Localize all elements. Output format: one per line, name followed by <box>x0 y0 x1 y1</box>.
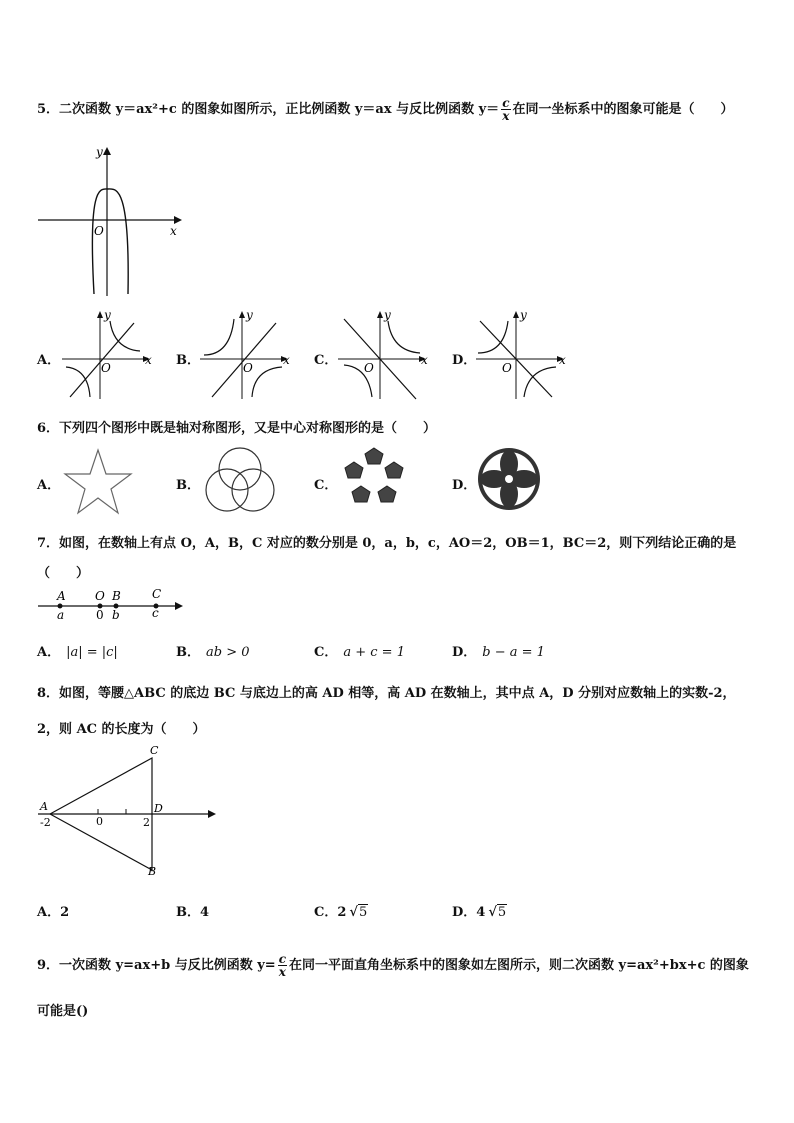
q7-stem: 7．如图，在数轴上有点 O，A，B，C 对应的数分别是 0，a，b，c，AO＝2，OB＝1，BC＝2，则下列结论正确的是 <box>37 536 737 551</box>
svg-text:B: B <box>148 865 157 878</box>
q7-option-b[interactable]: B． ab > 0 <box>176 645 250 660</box>
q7-option-c[interactable]: C． a + c = 1 <box>314 645 405 660</box>
svg-text:C: C <box>152 587 162 601</box>
svg-text:O: O <box>101 361 111 375</box>
svg-text:x: x <box>559 353 566 367</box>
svg-text:c: c <box>152 606 159 620</box>
svg-text:2: 2 <box>143 816 150 829</box>
q6-stem: 6．下列四个图形中既是轴对称图形，又是中心对称图形的是（ ） <box>37 421 437 436</box>
svg-text:O: O <box>364 361 374 375</box>
q6-three-circles-figure <box>200 444 280 516</box>
svg-text:y: y <box>384 308 391 322</box>
sqrt-icon: √ <box>349 905 358 920</box>
svg-text:0: 0 <box>96 815 103 828</box>
svg-text:y: y <box>246 308 253 322</box>
q8-option-c[interactable]: C．2 √5 <box>314 905 368 920</box>
q8-option-d[interactable]: D．4 √5 <box>452 905 507 920</box>
svg-text:b: b <box>112 608 120 622</box>
q5-option-d-graph <box>476 309 568 401</box>
svg-text:A: A <box>40 800 48 813</box>
svg-text:A: A <box>57 589 66 603</box>
svg-text:-2: -2 <box>40 816 51 829</box>
q5-main-x-label: x <box>170 224 177 238</box>
q6-option-d-label[interactable]: D． <box>452 478 477 493</box>
svg-text:y: y <box>520 308 527 322</box>
sqrt-icon: √ <box>488 905 497 920</box>
svg-text:0: 0 <box>96 608 104 622</box>
q7-number-line <box>36 588 186 624</box>
svg-text:O: O <box>95 589 105 603</box>
svg-text:B: B <box>112 589 121 603</box>
q5-main-origin-label: O <box>94 224 104 238</box>
q6-circle-petals-figure <box>476 446 542 512</box>
q5-option-a-label[interactable]: A． <box>37 353 61 368</box>
q5-option-b-label[interactable]: B． <box>176 353 200 368</box>
q8-stem-line2: 2，则 AC 的长度为（ ） <box>37 722 206 737</box>
svg-text:y: y <box>104 308 111 322</box>
q5-option-b-graph <box>200 309 292 401</box>
q7-option-a[interactable]: A． |a| = |c| <box>37 645 118 660</box>
svg-text:D: D <box>154 802 163 815</box>
svg-text:x: x <box>421 353 428 367</box>
q6-option-c-label[interactable]: C． <box>314 478 338 493</box>
q5-main-graph <box>36 144 186 299</box>
q8-triangle-figure <box>36 746 221 880</box>
q5-option-a-graph <box>62 309 154 401</box>
q5-option-c-label[interactable]: C． <box>314 353 338 368</box>
q8-option-a[interactable]: A．2 <box>37 905 70 920</box>
q6-option-a-label[interactable]: A． <box>37 478 61 493</box>
q8-option-b[interactable]: B．4 <box>176 905 210 920</box>
svg-text:x: x <box>145 353 152 367</box>
svg-text:x: x <box>283 353 290 367</box>
svg-text:O: O <box>502 361 512 375</box>
svg-text:C: C <box>150 744 159 757</box>
svg-text:O: O <box>243 361 253 375</box>
q5-stem: 5．二次函数 y＝ax²+c 的图象如图所示，正比例函数 y＝ax 与反比例函数 y＝ $\frac{c}{x}$ 在同一坐标系中的图象可能是（ ） <box>37 96 734 123</box>
q9-fraction: $\frac{c}{x}$ <box>278 952 286 979</box>
q7-paren: （ ） <box>37 566 90 581</box>
q8-stem-line1: 8．如图，等腰△ABC 的底边 BC 与底边上的高 AD 相等，高 AD 在数轴上，其中点 A，D 分别对应数轴上的实数-2， <box>37 686 736 701</box>
q7-option-d[interactable]: D． b − a = 1 <box>452 645 545 660</box>
q5-option-c-graph <box>338 309 430 401</box>
q5-fraction: $\frac{c}{x}$ <box>502 96 510 123</box>
svg-text:a: a <box>57 608 65 622</box>
q6-option-b-label[interactable]: B． <box>176 478 200 493</box>
q5-option-d-label[interactable]: D． <box>452 353 477 368</box>
q6-star-figure <box>62 446 134 516</box>
q9-stem-line2: 可能是() <box>37 1004 89 1019</box>
q6-pentagons-figure <box>342 446 406 510</box>
q9-stem-line1: 9．一次函数 y=ax+b 与反比例函数 y= $\frac{c}{x}$ 在同一平面直角坐标系中的图象如左图所示，则二次函数 y=ax²+bx+c 的图象 <box>37 952 749 979</box>
q5-main-y-label: y <box>96 145 103 159</box>
